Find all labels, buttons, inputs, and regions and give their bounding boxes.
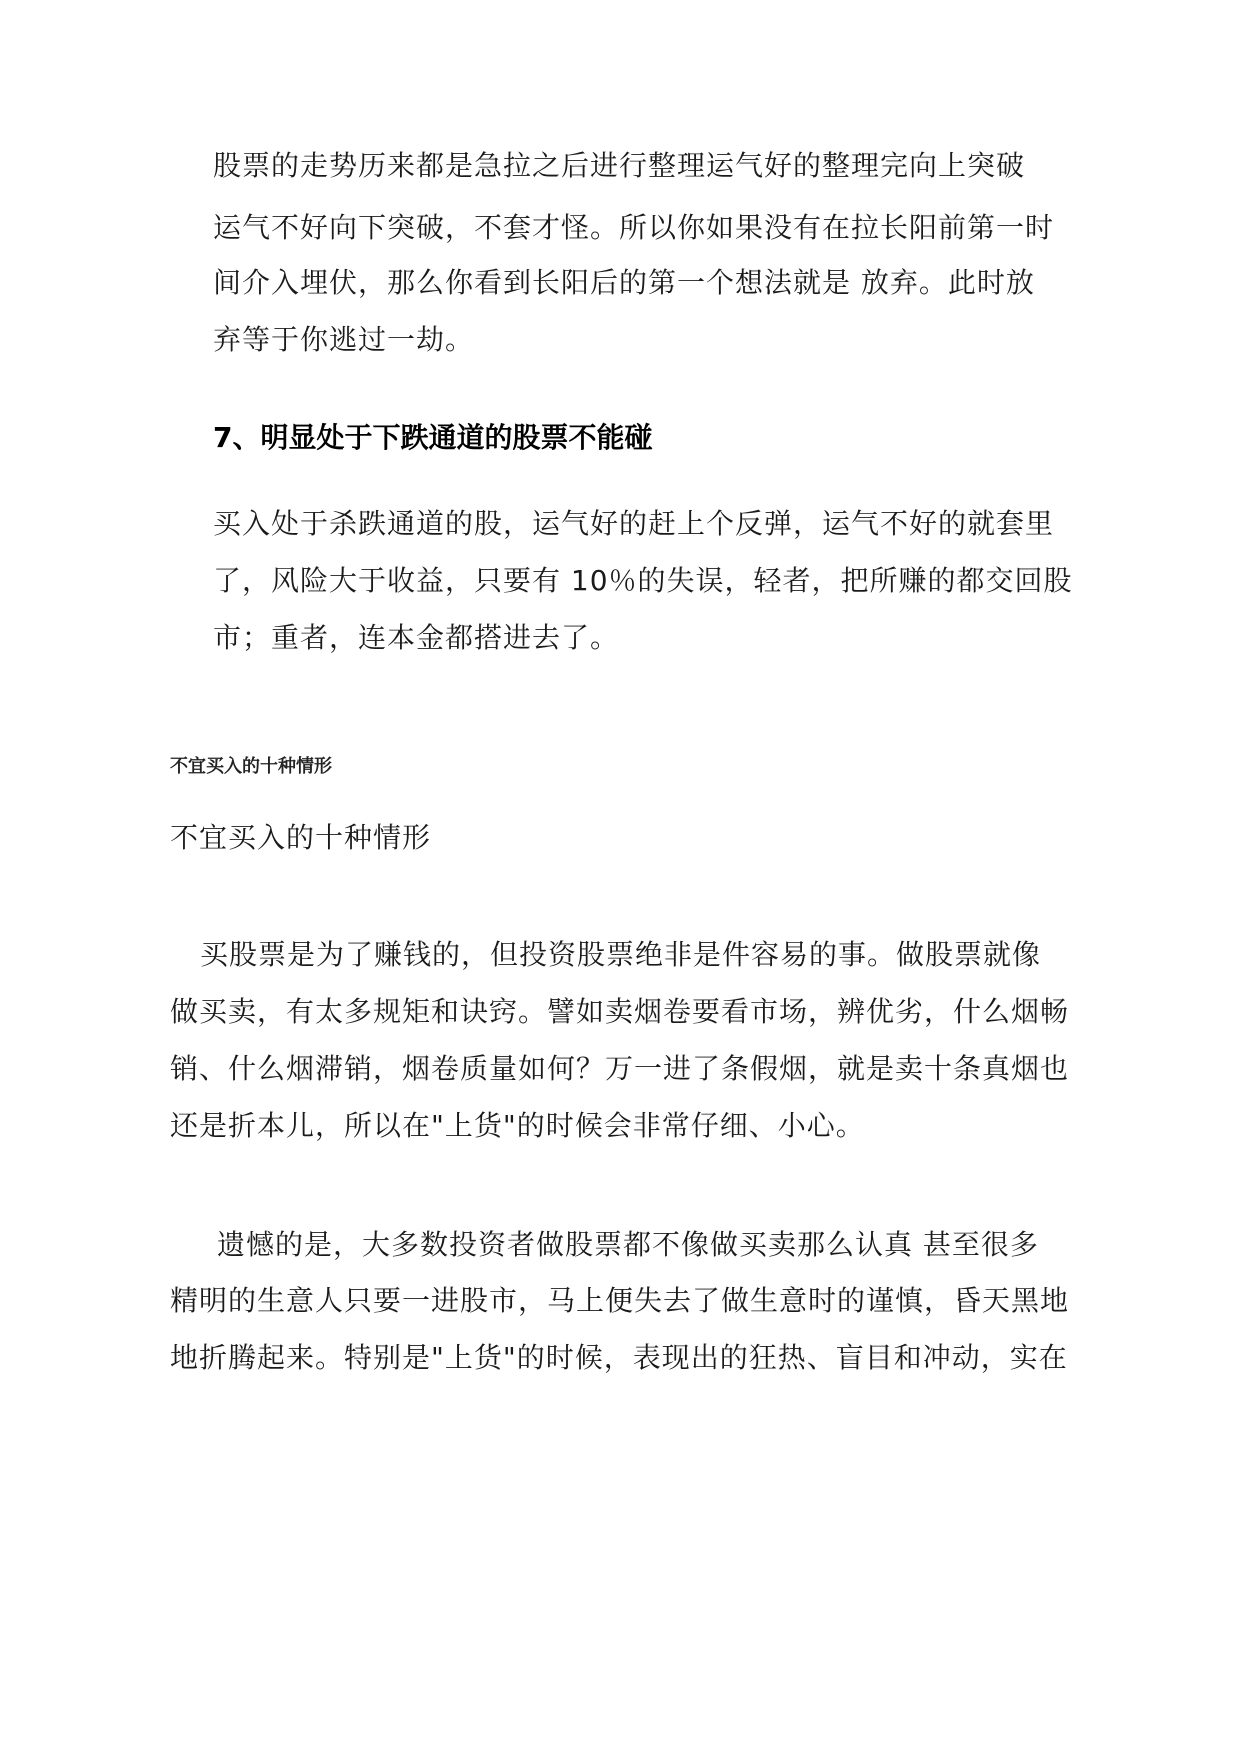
small-title: 不宜买入的十种情形	[170, 756, 332, 777]
paragraph-line: 弃等于你逃过一劫。	[213, 323, 475, 356]
paragraph-line: 地折腾起来。特别是"上货"的时候，表现出的狂热、盲目和冲动，实在	[170, 1341, 1068, 1374]
paragraph-line: 遗憾的是，大多数投资者做股票都不像做买卖那么认真 甚至很多	[217, 1228, 1039, 1261]
paragraph-line: 精明的生意人只要一进股市，马上便失去了做生意时的谨慎，昏天黑地	[170, 1284, 1070, 1317]
paragraph-line: 还是折本儿，所以在"上货"的时候会非常仔细、小心。	[170, 1109, 865, 1142]
section-heading: 7、明显处于下跌通道的股票不能碰	[213, 421, 653, 454]
paragraph-line: 了，风险大于收益，只要有 10％的失误，轻者，把所赚的都交回股	[213, 564, 1073, 597]
paragraph-line: 运气不好向下突破，不套才怪。所以你如果没有在拉长阳前第一时	[213, 211, 1055, 244]
page-title: 不宜买入的十种情形	[170, 821, 432, 854]
paragraph-line: 做买卖，有太多规矩和诀窍。譬如卖烟卷要看市场，辨优劣，什么烟畅	[170, 995, 1070, 1028]
paragraph-line: 销、什么烟滞销，烟卷质量如何？万一进了条假烟，就是卖十条真烟也	[170, 1052, 1070, 1085]
paragraph-line: 市；重者，连本金都搭进去了。	[213, 621, 620, 654]
paragraph-line: 股票的走势历来都是急拉之后进行整理运气好的整理完向上突破	[213, 149, 1026, 182]
paragraph-line: 间介入埋伏，那么你看到长阳后的第一个想法就是 放弃。此时放	[213, 266, 1035, 299]
paragraph-line: 买股票是为了赚钱的，但投资股票绝非是件容易的事。做股票就像	[200, 938, 1042, 971]
paragraph-line: 买入处于杀跌通道的股，运气好的赶上个反弹，运气不好的就套里	[213, 507, 1055, 540]
